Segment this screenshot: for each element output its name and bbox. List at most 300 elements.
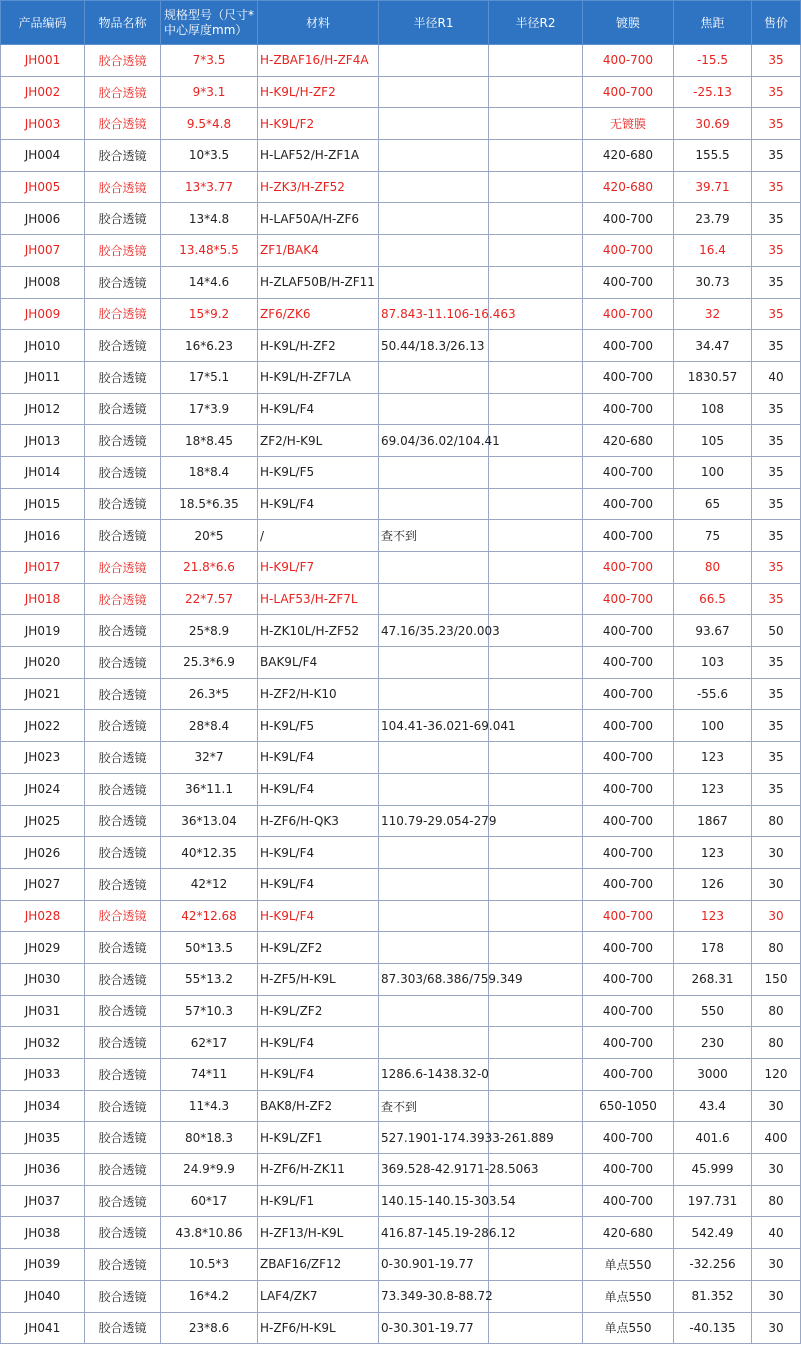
spec-cell: 13*4.8 — [161, 203, 258, 235]
focal-length-cell: 93.67 — [674, 615, 752, 647]
product-name-cell: 胶合透镜 — [85, 647, 161, 679]
product-name-cell: 胶合透镜 — [85, 1185, 161, 1217]
product-code-cell: JH003 — [1, 108, 85, 140]
coating-cell: 单点550 — [583, 1249, 674, 1281]
product-name-cell: 胶合透镜 — [85, 298, 161, 330]
spec-cell: 62*17 — [161, 1027, 258, 1059]
radius-r1-cell — [379, 235, 489, 267]
spec-cell: 28*8.4 — [161, 710, 258, 742]
radius-r2-cell — [489, 552, 583, 584]
radius-r1-cell: 0-30.901-19.77 — [379, 1249, 489, 1281]
focal-length-cell: 1830.57 — [674, 361, 752, 393]
price-cell: 35 — [752, 520, 801, 552]
coating-cell: 400-700 — [583, 678, 674, 710]
focal-length-cell: -25.13 — [674, 76, 752, 108]
header-r1: 半径R1 — [379, 1, 489, 45]
table-row — [1, 171, 801, 203]
material-cell: H-LAF50A/H-ZF6 — [258, 203, 379, 235]
table-row — [1, 995, 801, 1027]
material-cell: H-K9L/F5 — [258, 456, 379, 488]
material-cell: ZBAF16/ZF12 — [258, 1249, 379, 1281]
spec-cell: 43.8*10.86 — [161, 1217, 258, 1249]
spec-cell: 9.5*4.8 — [161, 108, 258, 140]
product-name-cell: 胶合透镜 — [85, 171, 161, 203]
price-cell: 35 — [752, 266, 801, 298]
material-cell: H-K9L/ZF2 — [258, 932, 379, 964]
radius-r2-cell — [489, 615, 583, 647]
material-cell: / — [258, 520, 379, 552]
focal-length-cell: 23.79 — [674, 203, 752, 235]
radius-r1-cell: 140.15-140.15-303.54 — [379, 1185, 489, 1217]
focal-length-cell: 43.4 — [674, 1090, 752, 1122]
coating-cell: 400-700 — [583, 361, 674, 393]
focal-length-cell: 123 — [674, 773, 752, 805]
spec-cell: 20*5 — [161, 520, 258, 552]
material-cell: H-K9L/ZF2 — [258, 995, 379, 1027]
product-name-cell: 胶合透镜 — [85, 425, 161, 457]
product-code-cell: JH030 — [1, 963, 85, 995]
material-cell: H-ZBAF16/H-ZF4A — [258, 45, 379, 77]
focal-length-cell: 105 — [674, 425, 752, 457]
product-name-cell: 胶合透镜 — [85, 1027, 161, 1059]
radius-r1-cell: 87.303/68.386/759.349 — [379, 963, 489, 995]
table-row — [1, 1217, 801, 1249]
radius-r1-cell — [379, 456, 489, 488]
product-name-cell: 胶合透镜 — [85, 76, 161, 108]
coating-cell: 400-700 — [583, 552, 674, 584]
product-name-cell: 胶合透镜 — [85, 330, 161, 362]
radius-r2-cell — [489, 1027, 583, 1059]
price-cell: 35 — [752, 583, 801, 615]
product-name-cell: 胶合透镜 — [85, 552, 161, 584]
table-row — [1, 45, 801, 77]
table-row — [1, 108, 801, 140]
product-name-cell: 胶合透镜 — [85, 805, 161, 837]
product-code-cell: JH032 — [1, 1027, 85, 1059]
product-code-cell: JH017 — [1, 552, 85, 584]
focal-length-cell: 75 — [674, 520, 752, 552]
radius-r1-cell — [379, 583, 489, 615]
radius-r2-cell — [489, 1280, 583, 1312]
focal-length-cell: -40.135 — [674, 1312, 752, 1344]
focal-length-cell: 100 — [674, 456, 752, 488]
radius-r1-cell — [379, 647, 489, 679]
product-code-cell: JH033 — [1, 1059, 85, 1091]
price-cell: 35 — [752, 773, 801, 805]
radius-r1-cell — [379, 266, 489, 298]
table-row — [1, 235, 801, 267]
product-name-cell: 胶合透镜 — [85, 773, 161, 805]
price-cell: 35 — [752, 710, 801, 742]
product-code-cell: JH001 — [1, 45, 85, 77]
material-cell: H-K9L/F4 — [258, 742, 379, 774]
radius-r1-cell: 73.349-30.8-88.72 — [379, 1280, 489, 1312]
spec-cell: 13.48*5.5 — [161, 235, 258, 267]
coating-cell: 420-680 — [583, 425, 674, 457]
focal-length-cell: 39.71 — [674, 171, 752, 203]
radius-r1-cell — [379, 773, 489, 805]
focal-length-cell: 542.49 — [674, 1217, 752, 1249]
coating-cell: 400-700 — [583, 456, 674, 488]
product-name-cell: 胶合透镜 — [85, 900, 161, 932]
focal-length-cell: 100 — [674, 710, 752, 742]
product-code-cell: JH041 — [1, 1312, 85, 1344]
product-name-cell: 胶合透镜 — [85, 1280, 161, 1312]
radius-r1-cell — [379, 76, 489, 108]
coating-cell: 400-700 — [583, 932, 674, 964]
product-code-cell: JH029 — [1, 932, 85, 964]
product-code-cell: JH025 — [1, 805, 85, 837]
coating-cell: 400-700 — [583, 742, 674, 774]
spec-cell: 23*8.6 — [161, 1312, 258, 1344]
product-code-cell: JH035 — [1, 1122, 85, 1154]
radius-r2-cell — [489, 900, 583, 932]
price-cell: 35 — [752, 298, 801, 330]
radius-r1-cell — [379, 171, 489, 203]
product-name-cell: 胶合透镜 — [85, 1154, 161, 1186]
table-row — [1, 1090, 801, 1122]
table-row — [1, 647, 801, 679]
focal-length-cell: 34.47 — [674, 330, 752, 362]
table-row — [1, 900, 801, 932]
radius-r1-cell: 69.04/36.02/104.41 — [379, 425, 489, 457]
focal-length-cell: 32 — [674, 298, 752, 330]
radius-r2-cell — [489, 108, 583, 140]
price-cell: 80 — [752, 932, 801, 964]
coating-cell: 400-700 — [583, 805, 674, 837]
radius-r1-cell — [379, 140, 489, 172]
radius-r1-cell: 104.41-36.021-69.041 — [379, 710, 489, 742]
spec-cell: 26.3*5 — [161, 678, 258, 710]
product-code-cell: JH031 — [1, 995, 85, 1027]
product-name-cell: 胶合透镜 — [85, 1090, 161, 1122]
table-row — [1, 203, 801, 235]
spec-cell: 36*11.1 — [161, 773, 258, 805]
product-code-cell: JH026 — [1, 837, 85, 869]
coating-cell: 420-680 — [583, 140, 674, 172]
radius-r2-cell — [489, 742, 583, 774]
focal-length-cell: 30.73 — [674, 266, 752, 298]
radius-r1-cell: 47.16/35.23/20.003 — [379, 615, 489, 647]
product-code-cell: JH021 — [1, 678, 85, 710]
product-name-cell: 胶合透镜 — [85, 963, 161, 995]
table-row — [1, 456, 801, 488]
product-code-cell: JH034 — [1, 1090, 85, 1122]
price-cell: 40 — [752, 361, 801, 393]
product-name-cell: 胶合透镜 — [85, 488, 161, 520]
coating-cell: 420-680 — [583, 171, 674, 203]
spec-cell: 25.3*6.9 — [161, 647, 258, 679]
material-cell: H-K9L/F4 — [258, 393, 379, 425]
product-code-cell: JH023 — [1, 742, 85, 774]
focal-length-cell: -55.6 — [674, 678, 752, 710]
price-cell: 30 — [752, 1249, 801, 1281]
radius-r1-cell: 50.44/18.3/26.13 — [379, 330, 489, 362]
material-cell: BAK8/H-ZF2 — [258, 1090, 379, 1122]
radius-r1-cell: 查不到 — [379, 1090, 489, 1122]
focal-length-cell: 66.5 — [674, 583, 752, 615]
radius-r2-cell — [489, 773, 583, 805]
header-price: 售价 — [752, 1, 801, 45]
focal-length-cell: 123 — [674, 742, 752, 774]
table-row — [1, 773, 801, 805]
price-cell: 35 — [752, 45, 801, 77]
product-name-cell: 胶合透镜 — [85, 678, 161, 710]
material-cell: H-K9L/F4 — [258, 1059, 379, 1091]
spec-cell: 18.5*6.35 — [161, 488, 258, 520]
price-cell: 35 — [752, 552, 801, 584]
table-row — [1, 1027, 801, 1059]
table-row — [1, 1154, 801, 1186]
radius-r1-cell — [379, 488, 489, 520]
coating-cell: 420-680 — [583, 1217, 674, 1249]
spec-cell: 42*12.68 — [161, 900, 258, 932]
material-cell: H-K9L/H-ZF7LA — [258, 361, 379, 393]
spec-cell: 13*3.77 — [161, 171, 258, 203]
material-cell: H-K9L/F4 — [258, 837, 379, 869]
material-cell: LAF4/ZK7 — [258, 1280, 379, 1312]
radius-r2-cell — [489, 393, 583, 425]
spec-cell: 18*8.45 — [161, 425, 258, 457]
material-cell: H-ZF6/H-ZK11 — [258, 1154, 379, 1186]
price-cell: 30 — [752, 1154, 801, 1186]
price-cell: 30 — [752, 900, 801, 932]
coating-cell: 400-700 — [583, 995, 674, 1027]
radius-r2-cell — [489, 1249, 583, 1281]
focal-length-cell: 230 — [674, 1027, 752, 1059]
table-row — [1, 710, 801, 742]
focal-length-cell: 155.5 — [674, 140, 752, 172]
product-code-cell: JH024 — [1, 773, 85, 805]
radius-r2-cell — [489, 266, 583, 298]
radius-r2-cell — [489, 995, 583, 1027]
material-cell: H-K9L/F1 — [258, 1185, 379, 1217]
price-cell: 40 — [752, 1217, 801, 1249]
spec-cell: 50*13.5 — [161, 932, 258, 964]
radius-r2-cell — [489, 140, 583, 172]
focal-length-cell: -32.256 — [674, 1249, 752, 1281]
coating-cell: 400-700 — [583, 1027, 674, 1059]
table-row — [1, 678, 801, 710]
radius-r2-cell — [489, 330, 583, 362]
radius-r2-cell — [489, 488, 583, 520]
material-cell: H-ZK10L/H-ZF52 — [258, 615, 379, 647]
material-cell: H-K9L/H-ZF2 — [258, 76, 379, 108]
table-row — [1, 76, 801, 108]
coating-cell: 400-700 — [583, 203, 674, 235]
radius-r2-cell — [489, 203, 583, 235]
material-cell: H-K9L/F4 — [258, 1027, 379, 1059]
table-row — [1, 932, 801, 964]
product-code-cell: JH020 — [1, 647, 85, 679]
table-row — [1, 1059, 801, 1091]
product-name-cell: 胶合透镜 — [85, 1312, 161, 1344]
product-name-cell: 胶合透镜 — [85, 1122, 161, 1154]
header-coating: 镀膜 — [583, 1, 674, 45]
spec-cell: 32*7 — [161, 742, 258, 774]
product-name-cell: 胶合透镜 — [85, 45, 161, 77]
price-cell: 35 — [752, 742, 801, 774]
coating-cell: 400-700 — [583, 1059, 674, 1091]
spec-cell: 10*3.5 — [161, 140, 258, 172]
material-cell: ZF6/ZK6 — [258, 298, 379, 330]
radius-r1-cell — [379, 203, 489, 235]
product-code-cell: JH027 — [1, 868, 85, 900]
coating-cell: 400-700 — [583, 45, 674, 77]
radius-r1-cell: 110.79-29.054-279 — [379, 805, 489, 837]
radius-r1-cell: 369.528-42.9171-28.5063 — [379, 1154, 489, 1186]
coating-cell: 400-700 — [583, 488, 674, 520]
radius-r1-cell: 1286.6-1438.32-0 — [379, 1059, 489, 1091]
price-cell: 80 — [752, 1185, 801, 1217]
price-cell: 35 — [752, 235, 801, 267]
product-name-cell: 胶合透镜 — [85, 108, 161, 140]
focal-length-cell: 197.731 — [674, 1185, 752, 1217]
spec-cell: 16*6.23 — [161, 330, 258, 362]
price-cell: 35 — [752, 393, 801, 425]
table-row — [1, 266, 801, 298]
product-code-cell: JH014 — [1, 456, 85, 488]
price-cell: 35 — [752, 330, 801, 362]
spec-cell: 80*18.3 — [161, 1122, 258, 1154]
radius-r1-cell — [379, 552, 489, 584]
radius-r1-cell: 416.87-145.19-286.12 — [379, 1217, 489, 1249]
radius-r2-cell — [489, 45, 583, 77]
material-cell: H-K9L/F5 — [258, 710, 379, 742]
focal-length-cell: 108 — [674, 393, 752, 425]
product-name-cell: 胶合透镜 — [85, 235, 161, 267]
price-cell: 30 — [752, 1312, 801, 1344]
product-code-cell: JH008 — [1, 266, 85, 298]
product-name-cell: 胶合透镜 — [85, 837, 161, 869]
coating-cell: 单点550 — [583, 1312, 674, 1344]
spec-cell: 25*8.9 — [161, 615, 258, 647]
product-name-cell: 胶合透镜 — [85, 361, 161, 393]
radius-r1-cell — [379, 837, 489, 869]
spec-cell: 74*11 — [161, 1059, 258, 1091]
table-row — [1, 1280, 801, 1312]
coating-cell: 400-700 — [583, 1122, 674, 1154]
header-focal: 焦距 — [674, 1, 752, 45]
radius-r1-cell: 0-30.301-19.77 — [379, 1312, 489, 1344]
radius-r2-cell — [489, 678, 583, 710]
product-name-cell: 胶合透镜 — [85, 615, 161, 647]
price-cell: 30 — [752, 1280, 801, 1312]
header-code: 产品编码 — [1, 1, 85, 45]
focal-length-cell: 30.69 — [674, 108, 752, 140]
header-r2: 半径R2 — [489, 1, 583, 45]
material-cell: H-LAF53/H-ZF7L — [258, 583, 379, 615]
header-spec: 规格型号（尺寸*中心厚度mm） — [161, 1, 258, 45]
price-cell: 120 — [752, 1059, 801, 1091]
price-cell: 80 — [752, 995, 801, 1027]
focal-length-cell: 401.6 — [674, 1122, 752, 1154]
radius-r1-cell: 查不到 — [379, 520, 489, 552]
coating-cell: 400-700 — [583, 520, 674, 552]
spec-cell: 14*4.6 — [161, 266, 258, 298]
spec-cell: 15*9.2 — [161, 298, 258, 330]
material-cell: H-K9L/F4 — [258, 773, 379, 805]
radius-r1-cell — [379, 1027, 489, 1059]
spec-cell: 7*3.5 — [161, 45, 258, 77]
product-name-cell: 胶合透镜 — [85, 868, 161, 900]
table-row — [1, 615, 801, 647]
material-cell: ZF2/H-K9L — [258, 425, 379, 457]
spec-cell: 17*5.1 — [161, 361, 258, 393]
product-name-cell: 胶合透镜 — [85, 203, 161, 235]
table-row — [1, 1122, 801, 1154]
spec-cell: 55*13.2 — [161, 963, 258, 995]
table-row — [1, 963, 801, 995]
focal-length-cell: 103 — [674, 647, 752, 679]
table-row — [1, 1312, 801, 1344]
price-cell: 35 — [752, 678, 801, 710]
product-code-cell: JH028 — [1, 900, 85, 932]
table-row — [1, 140, 801, 172]
coating-cell: 400-700 — [583, 963, 674, 995]
product-code-cell: JH011 — [1, 361, 85, 393]
spec-cell: 9*3.1 — [161, 76, 258, 108]
product-code-cell: JH038 — [1, 1217, 85, 1249]
price-cell: 50 — [752, 615, 801, 647]
radius-r2-cell — [489, 805, 583, 837]
material-cell: H-K9L/H-ZF2 — [258, 330, 379, 362]
product-name-cell: 胶合透镜 — [85, 710, 161, 742]
spec-cell: 60*17 — [161, 1185, 258, 1217]
coating-cell: 单点550 — [583, 1280, 674, 1312]
spec-cell: 11*4.3 — [161, 1090, 258, 1122]
product-code-cell: JH015 — [1, 488, 85, 520]
material-cell: H-K9L/F4 — [258, 868, 379, 900]
coating-cell: 400-700 — [583, 235, 674, 267]
price-cell: 35 — [752, 76, 801, 108]
radius-r1-cell: 527.1901-174.3933-261.889 — [379, 1122, 489, 1154]
coating-cell: 400-700 — [583, 583, 674, 615]
radius-r2-cell — [489, 1059, 583, 1091]
price-cell: 35 — [752, 140, 801, 172]
radius-r1-cell — [379, 995, 489, 1027]
spec-cell: 36*13.04 — [161, 805, 258, 837]
coating-cell: 650-1050 — [583, 1090, 674, 1122]
spec-cell: 24.9*9.9 — [161, 1154, 258, 1186]
material-cell: H-ZF2/H-K10 — [258, 678, 379, 710]
product-name-cell: 胶合透镜 — [85, 1059, 161, 1091]
table-body — [1, 45, 801, 1344]
table-row — [1, 742, 801, 774]
radius-r1-cell — [379, 361, 489, 393]
material-cell: ZF1/BAK4 — [258, 235, 379, 267]
product-name-cell: 胶合透镜 — [85, 995, 161, 1027]
product-code-cell: JH006 — [1, 203, 85, 235]
radius-r1-cell — [379, 900, 489, 932]
price-cell: 30 — [752, 1090, 801, 1122]
product-code-cell: JH010 — [1, 330, 85, 362]
radius-r2-cell — [489, 647, 583, 679]
product-name-cell: 胶合透镜 — [85, 1249, 161, 1281]
focal-length-cell: -15.5 — [674, 45, 752, 77]
table-row — [1, 330, 801, 362]
spec-cell: 17*3.9 — [161, 393, 258, 425]
product-code-cell: JH040 — [1, 1280, 85, 1312]
material-cell: H-ZF6/H-K9L — [258, 1312, 379, 1344]
spec-cell: 21.8*6.6 — [161, 552, 258, 584]
price-cell: 35 — [752, 456, 801, 488]
price-cell: 35 — [752, 171, 801, 203]
focal-length-cell: 16.4 — [674, 235, 752, 267]
spec-cell: 10.5*3 — [161, 1249, 258, 1281]
radius-r2-cell — [489, 932, 583, 964]
price-cell: 35 — [752, 647, 801, 679]
